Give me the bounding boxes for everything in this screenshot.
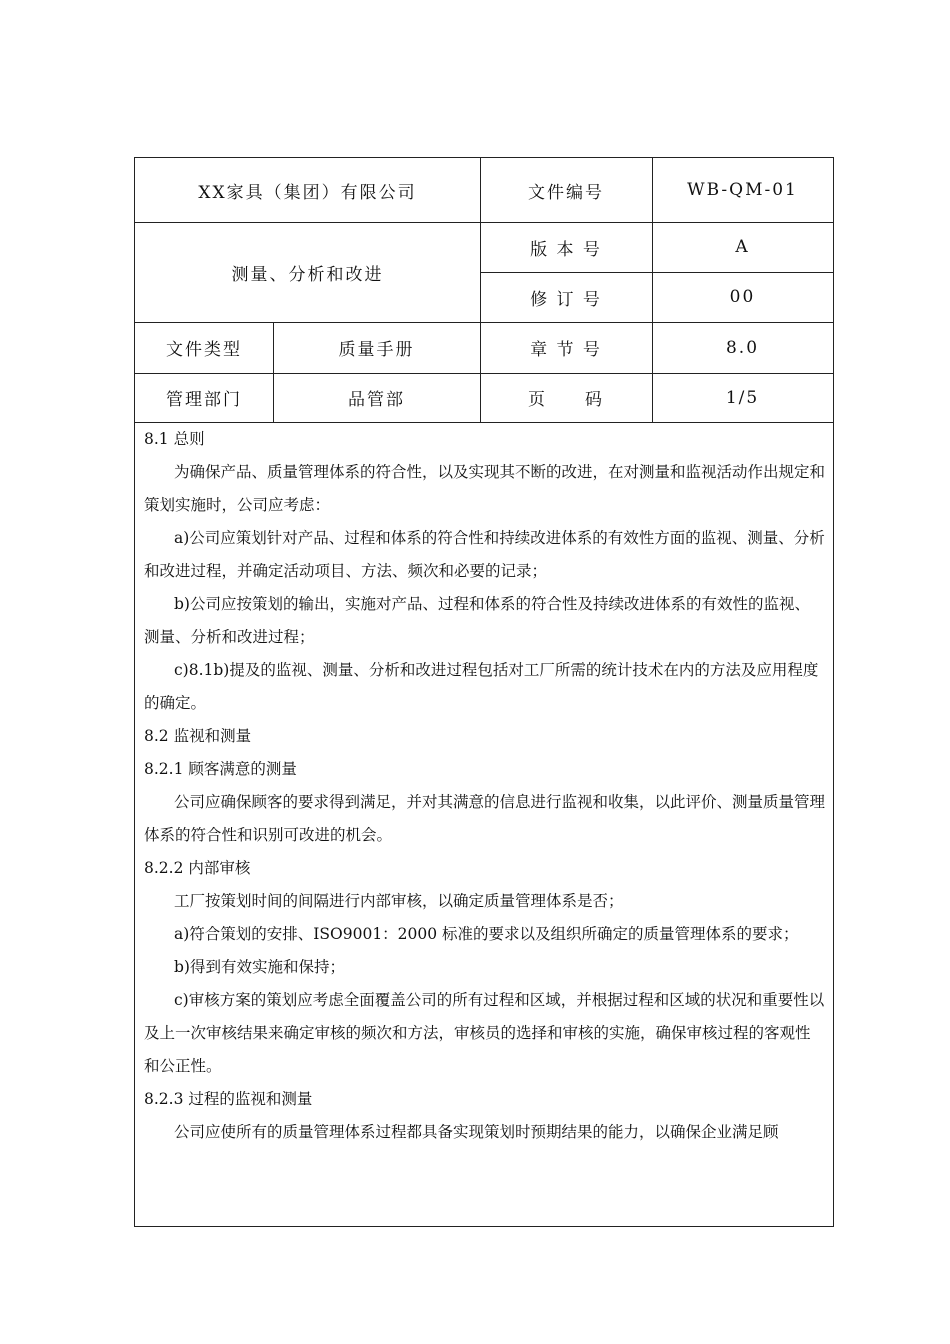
company-name: XX家具（集团）有限公司 [198, 182, 417, 203]
paragraph: 工厂按策划时间的间隔进行内部审核，以确定质量管理体系是否； [174, 892, 624, 910]
paragraph: b)得到有效实施和保持； [174, 958, 345, 976]
paragraph: 为确保产品、质量管理体系的符合性，以及实现其不断的改进，在对测量和监视活动作出规定和策划实施时，公司应考虑： [144, 463, 826, 514]
section-heading: 8.2.1 顾客满意的测量 [144, 760, 297, 778]
page-label: 页 码 [528, 390, 604, 410]
paragraph: a)符合策划的安排、ISO9001：2000 标准的要求以及组织所确定的质量管理体系的要求； [174, 925, 799, 943]
section-heading: 8.2 监视和测量 [144, 727, 252, 745]
type-label: 文件类型 [166, 340, 242, 360]
section-heading: 8.2.3 过程的监视和测量 [144, 1090, 313, 1108]
header-table [135, 158, 833, 423]
document-body [135, 423, 833, 1149]
paragraph: 公司应使所有的质量管理体系过程都具备实现策划时预期结果的能力，以确保企业满足顾 [174, 1123, 779, 1141]
doc-no-value: WB-QM-01 [687, 180, 798, 200]
version-label: 版 本 号 [530, 239, 602, 260]
page-value: 1/5 [725, 387, 760, 408]
paragraph: 公司应确保顾客的要求得到满足，并对其满意的信息进行监视和收集，以此评价、测量质量管理体系的符合性和识别可改进的机会。 [144, 793, 826, 844]
dept-value: 品管部 [348, 390, 405, 410]
paragraph: c)审核方案的策划应考虑全面覆盖公司的所有过程和区域，并根据过程和区域的状况和重要性以及上一次审核结果来确定审核的频次和方法，审核员的选择和审核的实施，确保审核过程的客观性和公正性。 [144, 991, 825, 1075]
paragraph: c)8.1b)提及的监视、测量、分析和改进过程包括对工厂所需的统计技术在内的方法及应用程度的确定。 [144, 661, 819, 712]
doc-title: 测量、分析和改进 [231, 264, 384, 285]
version-value: A [735, 237, 750, 257]
section-heading: 8.1 总则 [144, 430, 205, 448]
dept-label: 管理部门 [166, 390, 242, 410]
paragraph: b)公司应按策划的输出，实施对产品、过程和体系的符合性及持续改进体系的有效性的监视、测量、分析和改进过程； [144, 595, 810, 646]
chapter-label: 章 节 号 [530, 340, 602, 360]
doc-no-label: 文件编号 [528, 182, 604, 203]
revision-label: 修 订 号 [530, 289, 602, 310]
section-heading: 8.2.2 内部审核 [144, 859, 251, 877]
paragraph: a)公司应策划针对产品、过程和体系的符合性和持续改进体系的有效性方面的监视、测量、分析和改进过程，并确定活动项目、方法、频次和必要的记录； [144, 529, 825, 580]
chapter-value: 8.0 [725, 337, 760, 358]
document-frame [134, 157, 834, 1227]
type-value: 质量手册 [338, 340, 415, 360]
revision-value: 00 [729, 287, 756, 307]
